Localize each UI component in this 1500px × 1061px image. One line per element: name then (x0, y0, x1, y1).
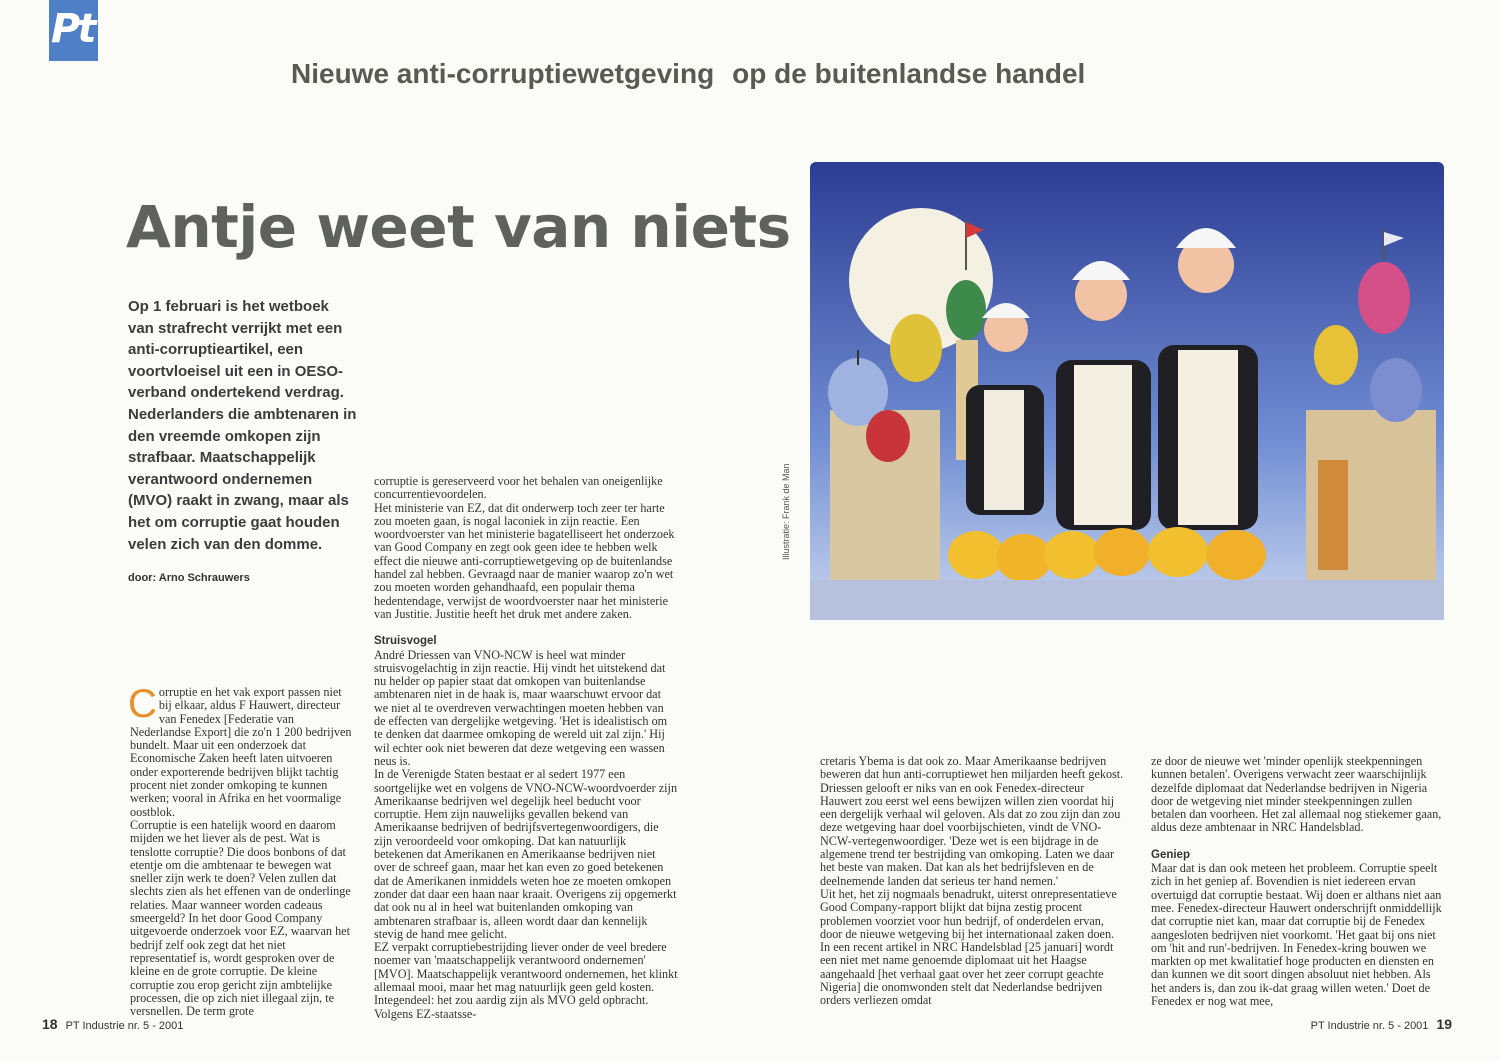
paragraph: cretaris Ybema is dat ook zo. Maar Amerikaanse bedrijven beweren dat hun anti-corruptiewet hen miljarden heeft gekost. Driessen gelooft er niks van en ook Fenedex-directeur Hauwert zou eerst wel eens bewijzen willen zien voordat hij een dergelijk verhaal wil geloven. Als dat zo zou zijn dan zou deze wetgeving haar doel voorbijschieten, vindt de VNO-NCW-vertegenwoordiger. 'Deze wet is een bijdrage in de algemene trend ter bestrijding van omkoping. Laten we daar het beste van maken. Dat kan als het bedrijfsleven en de deelnemende landen dat serieus ter hand nemen.' (820, 754, 1124, 888)
footer-publication-right: PT Industrie nr. 5 - 2001 (1310, 1020, 1429, 1032)
column-2 (374, 475, 678, 1021)
column-3 (820, 755, 1125, 1008)
pt-logo: Pt (49, 0, 98, 61)
paragraph: In de Verenigde Staten bestaat er al sedert 1977 een soortgelijke wet en volgens de VNO-NCW-woordvoerder zijn Amerikaanse bedrijven wel degelijk heel beducht voor corruptie. Hem zijn nauwelijks gevallen bekend van Amerikaanse bedrijven of bedrijfsvertegenwoordigers, die zijn veroordeeld voor omkoping. Dat kan natuurlijk betekenen dat Amerikanen en Amerikaanse bedrijven niet over de schreef gaan, maar het kan even zo goed betekenen dat de Amerikanen inmiddels weten hoe ze moeten omkopen zonder dat daar een haan naar kraait. Overigens zij opgemerkt dat ook nu al in heel wat buitenlanden omkoping van ambtenaren strafbaar is, alleen wordt daar dan kennelijk stevig de hand mee gelicht. (374, 767, 678, 941)
paragraph: Het ministerie van EZ, dat dit onderwerp toch zeer ter harte zou moeten gaan, is nogal laconiek in zijn reactie. Een woordvoerster van het ministerie bagatelliseert het onderzoek van Good Company en zegt ook geen idee te hebben welk effect die nieuwe anti-corruptiewetgeving op de buitenlandse handel zal hebben. Gevraagd naar de manier waarop zo'n wet zou moeten worden gehandhaafd, een populair thema hedentendage, verwijst de woordvoerster naar het ministerie van Justitie. Justitie heeft het druk met andere zaken. (374, 500, 675, 621)
paragraph: Corruptie en het vak export passen niet bij elkaar, aldus F Hauwert, directeur van Fenedex [Federatie van Nederlandse Export] die zo'n 1 200 bedrijven bundelt. Maar uit een onderzoek dat Economische Zaken heeft laten uitvoeren onder exporterende bedrijven blijkt tachtig procent niet zonder omkoping te kunnen werken; vooral in Afrika en het voormalige oostblok. (128, 682, 352, 819)
illustration-dutch-women-onion-domes (806, 160, 1450, 635)
kicker-part-2: op de buitenlandse handel (732, 58, 1086, 89)
column-4 (1151, 755, 1447, 1008)
footer-publication-left: PT Industrie nr. 5 - 2001 (65, 1020, 184, 1032)
paragraph: André Driessen van VNO-NCW is heel wat minder struisvogelachtig in zijn reactie. Hij vindt het uitstekend dat nu helder op papier staat dat omkopen van buitenlandse ambtenaren niet in de haak is, maar waarschuwt ervoor dat we niet al te overdreven verwachtingen moeten hebben van de effecten van dergelijke wetgeving. 'Het is idealistisch om te denken dat daarmee omkoping de wereld uit zal zijn.' Hij wil echter ook niet beweren dat deze wetgeving een wassen neus is. (374, 647, 668, 768)
section-kicker (291, 58, 1085, 90)
kicker-part-1: Nieuwe anti-corruptiewetgeving (291, 58, 715, 89)
page-number-left: 18 (42, 1016, 58, 1032)
article-headline: Antje weet van niets (126, 193, 791, 261)
cobblestones (810, 580, 1444, 620)
subheading-geniep: Geniep (1151, 848, 1190, 861)
illustration-credit: Illustratie: Frank de Man (781, 463, 791, 560)
footer-right (1311, 1016, 1460, 1032)
paragraph: Corruptie is een hatelijk woord en daarom mijden we het liever als de pest. Wat is tenslotte corruptie? Die doos bonbons of dat etentje om die ambtenaar te bewegen wat sneller zijn werk te doen? Velen zullen dat slechts zien als het effenen van de onderlinge relaties. Maar wanneer worden cadeaus smeergeld? In het door Good Company uitgevoerde onderzoek voor EZ, waarvan het bedrijf zelf ook zegt dat het niet representatief is, wordt gesproken over de kleine en de grote corruptie. De kleine corruptie zou erop gericht zijn ambtelijke processen, die op zich niet illegaal zijn, te versnellen. De term grote (130, 817, 351, 1019)
drop-cap: C (128, 682, 157, 726)
byline: door: Arno Schrauwers (128, 572, 250, 584)
paragraph: Uit het, het zij nogmaals benadrukt, uiterst onrepresentatieve Good Company-rapport blijkt dat bijna zestig procent problemen voorziet voor hun bedrijf, of onderdelen ervan, door de nieuwe wetgeving bij het internationaal zaken doen. In een recent artikel in NRC Handelsblad [25 januari] wordt een niet met name genoemde diplomaat uit het Haagse aangehaald [het verhaal gaat over het zeer corrupt geachte Nigeria] die onomwonden stelt dat Nederlandse bedrijven orders verliezen omdat (820, 886, 1117, 1008)
article-intro: Op 1 februari is het wetboek van strafrecht verrijkt met een anti-corruptieartikel, een voortvloeisel uit een in OESO-verband ondertekend verdrag. Nederlanders die ambtenaren in den vreemde omkopen zijn strafbaar. Maatschappelijk verantwoord ondernemen (MVO) raakt in zwang, maar als het om corruptie gaat houden velen zich van den domme. (128, 298, 357, 553)
column-1 (128, 682, 352, 1019)
footer-left (34, 1016, 183, 1032)
paragraph: ze door de nieuwe wet 'minder openlijk steekpenningen kunnen betalen'. Overigens verwacht zeer waarschijnlijk dezelfde diplomaat dat Nederlandse bedrijven in Nigeria door de wetgeving niet minder steekpenningen zullen betalen dan voorheen. Het zal allemaal nog stiekemer gaan, aldus deze ambtenaar in NRC Handelsblad. (1151, 754, 1442, 835)
subheading-struisvogel: Struisvogel (374, 635, 437, 648)
paragraph: corruptie is gereserveerd voor het behalen van oneigenlijke concurrentievoordelen. (374, 474, 663, 502)
paragraph: Maar dat is dan ook meteen het probleem. Corruptie speelt zich in het geniep af. Bovendien is niet iedereen ervan overtuigd dat corruptie bestaat. Wij doen er althans niet aan mee. Fenedex-directeur Hauwert onderschrijft onmiddellijk dat corruptie niet kan, maar dat corruptie bij de Fenedex aangesloten bedrijven niet voorkomt. 'Het gaat bij ons niet om 'hit and run'-bedrijven. In Fenedex-kring bouwen we markten op met kwalitatief hoge producten en diensten en dan kunnen we dit soort dingen absoluut niet hebben. Als het anders is, dan zou ik-dat graag willen weten.' Doet de Fenedex er nog wat mee, (1151, 861, 1442, 1009)
page-number-right: 19 (1436, 1016, 1452, 1032)
paragraph: EZ verpakt corruptiebestrijding liever onder de veel bredere noemer van 'maatschappelijk verantwoord ondernemen' [MVO]. Maatschappelijk verantwoord ondernemen, het klinkt allemaal mooi, maar het mag natuurlijk geen geld kosten. Integendeel: het zou aardig zijn als MVO geld opbracht. Volgens EZ-staatsse- (374, 940, 678, 1021)
